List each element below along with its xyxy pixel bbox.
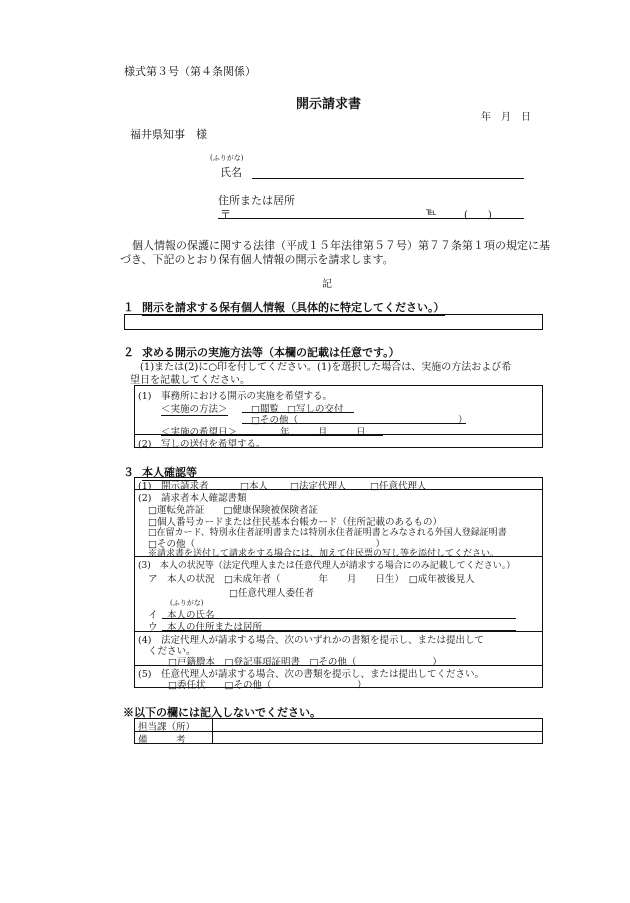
furigana-label: (ふりがな) (210, 154, 244, 162)
requester-legal-agent[interactable]: □法定代理人 (290, 481, 347, 492)
requested-info-field[interactable] (124, 314, 543, 330)
office-remarks-label: 備 考 (138, 735, 186, 746)
divider (212, 718, 213, 744)
address-field[interactable] (218, 218, 524, 219)
method-other[interactable]: □その他（ (251, 415, 298, 426)
date-field[interactable]: 年 月 日 (481, 112, 531, 123)
section3-heading: 本人確認等 (142, 466, 197, 479)
method-viewing[interactable]: □閲覧 (251, 404, 279, 415)
section2-heading: 求める開示の実施方法等（本欄の記載は任意です。） (142, 346, 400, 359)
section1-heading: 開示を請求する保有個人情報（具体的に特定してください。） (142, 301, 445, 314)
method-other-close: ） (458, 415, 468, 426)
id-docs-line-1[interactable]: □運転免許証 □健康保険被保険者証 (148, 505, 318, 516)
address-label: 住所または居所 (218, 194, 295, 207)
tel-mark: ℡ (426, 207, 437, 218)
office-use-note: ※以下の欄には記入しないでください。 (123, 706, 321, 719)
requester-voluntary-agent[interactable]: □任意代理人 (370, 481, 427, 492)
page-title: 開示請求書 (296, 97, 362, 112)
person-name-label: イ 本人の氏名 (148, 610, 215, 621)
person-address-label: ウ 本人の住所または居所 (148, 622, 263, 633)
section2-note-2: 望日を記載してください。 (130, 375, 250, 386)
voluntary-agent-docs-options[interactable]: □委任状 □その他（ ） (168, 680, 367, 691)
name-field[interactable] (252, 178, 524, 179)
legal-agent-docs-options[interactable]: □戸籍謄本 □登記事項証明書 □その他（ ） (168, 657, 442, 668)
person-status-title: (3) 本人の状況等（法定代理人または任意代理人が請求する場合にのみ記載してください。） (138, 561, 516, 571)
postal-mark: 〒 (220, 208, 231, 221)
id-docs-line-4[interactable]: □その他（ ） (148, 539, 385, 550)
intro-line-2: づき、下記のとおり保有個人情報の開示を請求します。 (120, 253, 394, 266)
ki-label: 記 (322, 279, 332, 290)
section3-number: ３ (123, 466, 134, 479)
voluntary-agent-docs-line-1: (5) 任意代理人が請求する場合、次の書類を提示し、または提出してください。 (138, 669, 484, 680)
legal-agent-docs-line-1: (4) 法定代理人が請求する場合、次のいずれかの書類を提示し、または提出して (138, 635, 484, 646)
section1-number: １ (123, 301, 134, 314)
section2-note-1: (1)または(2)に○印を付してください。(1)を選択した場合は、実施の方法および希 (140, 362, 512, 373)
date-label: ＜実施の希望日＞ (161, 427, 238, 438)
preferred-date-field[interactable]: 年 月 日 (280, 427, 366, 438)
intro-line-1: 個人情報の保護に関する法律（平成１５年法律第５７号）第７７条第１項の規定に基 (132, 239, 550, 252)
id-docs-note: ※請求書を送付して請求をする場合には、加えて住民票の写し等を添付してください。 (148, 549, 500, 559)
id-docs-line-2[interactable]: □個人番号カードまたは住民基本台帳カード（住所記載のあるもの） (148, 517, 442, 528)
id-docs-title: (2) 請求者本人確認書類 (138, 493, 247, 504)
addressee: 福井県知事 様 (130, 128, 207, 141)
divider (134, 731, 543, 732)
name-label: 氏名 (220, 166, 242, 179)
office-dept-label: 担当課（所） (138, 722, 196, 733)
id-docs-line-3[interactable]: □在留カード、特別永住者証明書または特別永住者証明書とみなされる外国人登録証明書 (148, 528, 507, 538)
method-label: ＜実施の方法＞ (161, 401, 228, 416)
requester-type-label: (1) 開示請求者 (138, 481, 209, 492)
requester-self[interactable]: □本人 (240, 481, 268, 492)
person-status-a2[interactable]: □任意代理人委任者 (229, 588, 314, 599)
method-option-2[interactable]: (2) 写しの送付を希望する。 (138, 439, 266, 450)
person-address-field[interactable] (162, 630, 516, 631)
person-status-a[interactable]: ア 本人の状況 □未成年者（ 年 月 日生） □成年被後見人 (148, 574, 475, 585)
method-option-1[interactable]: (1) 事務所における開示の実施を希望する。 (138, 391, 332, 402)
person-furigana: (ふりがな) (170, 599, 204, 607)
method-copy[interactable]: □写しの交付 (287, 404, 344, 415)
tel-paren: ( ) (464, 210, 492, 221)
section2-number: ２ (123, 346, 134, 359)
form-number: 様式第３号（第４条関係） (124, 65, 256, 78)
legal-agent-docs-line-2: ください。 (148, 646, 196, 657)
